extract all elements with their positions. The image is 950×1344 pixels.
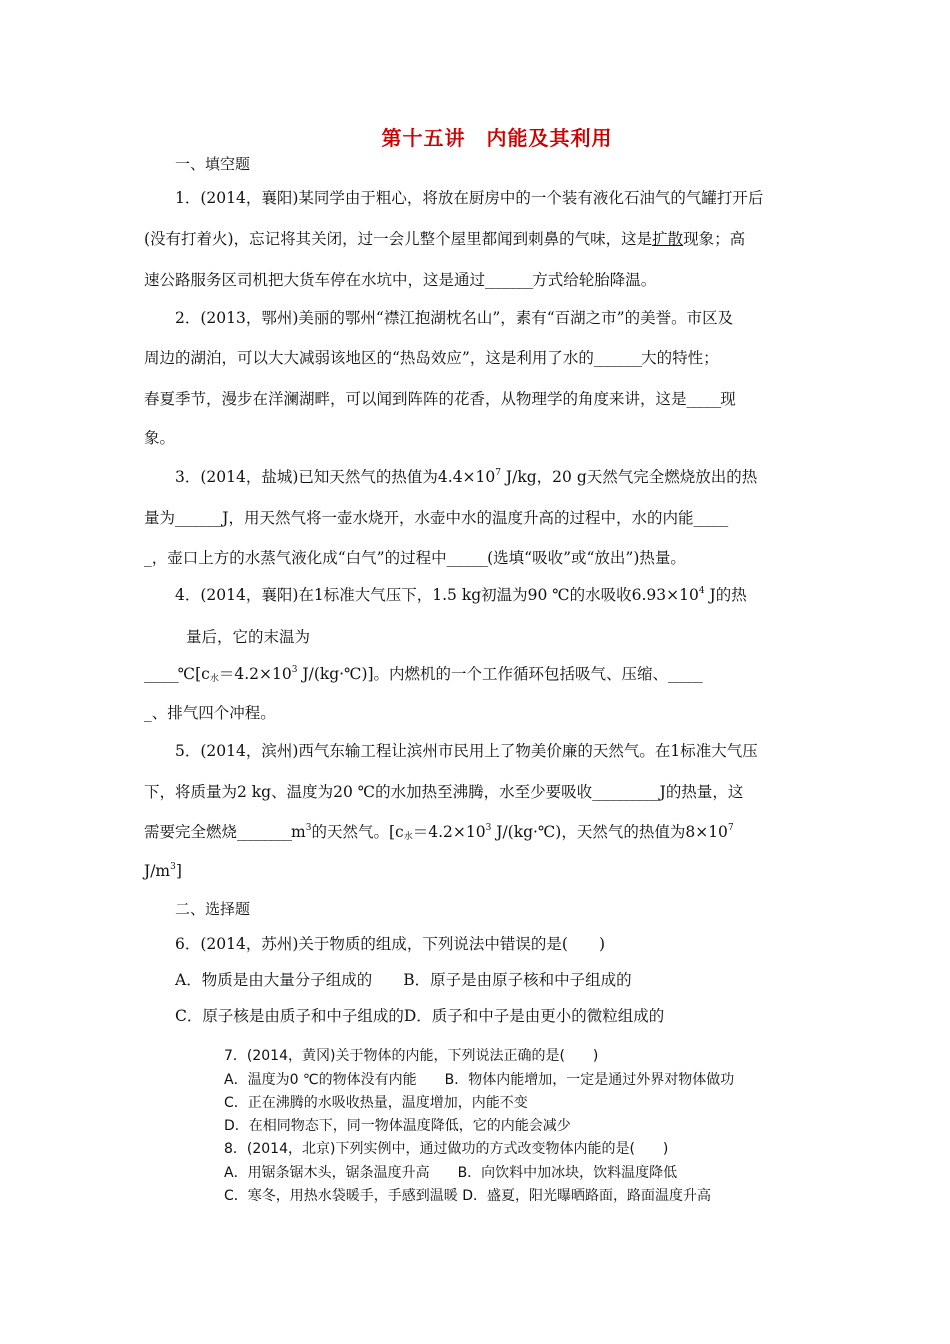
q4-line-4: _、排气四个冲程。	[144, 704, 276, 722]
q7-option-c: C．正在沸腾的水吸收热量，温度增加，内能不变	[224, 1095, 528, 1111]
q8-stem: 8．(2014，北京)下列实例中，通过做功的方式改变物体内能的是( )	[224, 1141, 669, 1157]
q4-line-2: 量后，它的末温为	[186, 628, 311, 646]
q4-line-1: 4．(2014，襄阳)在1标准大气压下，1.5 kg初温为90 ℃的水吸收$6.93\times 10^4$ J的热	[175, 586, 747, 604]
blank: ________	[237, 823, 292, 841]
section-heading-choice: 二、选择题	[175, 900, 251, 918]
blank: ______	[446, 549, 488, 567]
q5-line-1: 5．(2014，滨州)西气东输工程让滨州市民用上了物美价廉的天然气。在1标准大气压	[175, 742, 758, 760]
q1-answer: 扩散	[652, 230, 684, 248]
blank: _____	[693, 509, 728, 527]
section-heading-fill: 一、填空题	[175, 155, 251, 173]
blank: _____	[686, 390, 721, 408]
blank: __________	[592, 783, 660, 801]
q1-line-2: (没有打着火)，忘记将其关闭，过一会儿整个屋里都闻到刺鼻的气味，这是扩散现象；高	[144, 230, 746, 248]
q6-options-ab: A．物质是由大量分子组成的 B．原子是由原子核和中子组成的	[175, 971, 632, 989]
q1-line-1: 1．(2014，襄阳)某同学由于粗心，将放在厨房中的一个装有液化石油气的气罐打开后	[175, 189, 764, 207]
q5-line-4: $J/m^3$]	[144, 862, 182, 880]
blank: _____	[144, 665, 178, 683]
blank: _______	[593, 349, 642, 367]
q8-options-cd: C．寒冬，用热水袋暖手，手感到温暖 D．盛夏，阳光曝晒路面，路面温度升高	[224, 1188, 712, 1204]
q7-options-ab: A．温度为0 ℃的物体没有内能 B．物体内能增加，一定是通过外界对物体做功	[224, 1072, 735, 1088]
q6-options-cd: C．原子核是由质子和中子组成的D．质子和中子是由更小的微粒组成的	[175, 1007, 665, 1025]
blank: _______	[485, 271, 533, 289]
q3-line-3: _，壶口上方的水蒸气液化成“白气”的过程中______(选填“吸收”或“放出”)热量。	[144, 549, 686, 567]
q7-stem: 7．(2014，黄冈)关于物体的内能，下列说法正确的是( )	[224, 1048, 599, 1064]
q5-line-2: 下，将质量为2 kg、温度为20 ℃的水加热至沸腾，水至少要吸收__________J的热量，这	[144, 783, 744, 801]
q6-stem: 6．(2014，苏州)关于物质的组成，下列说法中错误的是( )	[175, 935, 605, 953]
q1-line-3: 速公路服务区司机把大货车停在水坑中，这是通过_______方式给轮胎降温。	[144, 271, 657, 289]
q2-line-1: 2．(2013，鄂州)美丽的鄂州“襟江抱湖枕名山”，素有“百湖之市”的美誉。市区及	[175, 309, 734, 327]
q2-line-4: 象。	[144, 429, 176, 447]
blank: _____	[668, 665, 702, 683]
q2-line-3: 春夏季节，漫步在洋澜湖畔，可以闻到阵阵的花香，从物理学的角度来讲，这是_____现	[144, 390, 736, 408]
blank: _______	[175, 509, 223, 527]
q3-line-2: 量为_______J，用天然气将一壶水烧开，水壶中水的温度升高的过程中，水的内能_____	[144, 509, 728, 527]
q4-line-3: $\_\_\_\_\_℃[c_水=4.2\times 10^3$ J/(kg·℃)]。内燃机的一个工作循环包括吸气、压缩、_____	[144, 665, 702, 684]
q2-line-2: 周边的湖泊，可以大大减弱该地区的“热岛效应”，这是利用了水的_______大的特性；	[144, 349, 719, 367]
q7-option-d: D．在相同物态下，同一物体温度降低，它的内能会减少	[224, 1118, 571, 1134]
q5-line-3: 需要完全燃烧$\_\_\_\_\_\_\_\_m^3$的天然气。[$c_水=4.2\times 10^3$ J/(kg·℃)，天然气的热值为$8\times 10^7$	[144, 823, 734, 842]
page-title: 第十五讲 内能及其利用	[381, 126, 613, 150]
q8-options-ab: A．用锯条锯木头，锯条温度升高 B．向饮料中加冰块，饮料温度降低	[224, 1165, 678, 1181]
q3-line-1: 3．(2014，盐城)已知天然气的热值为$4.4\times 10^7$ J/kg，20 g天然气完全燃烧放出的热	[175, 468, 758, 486]
